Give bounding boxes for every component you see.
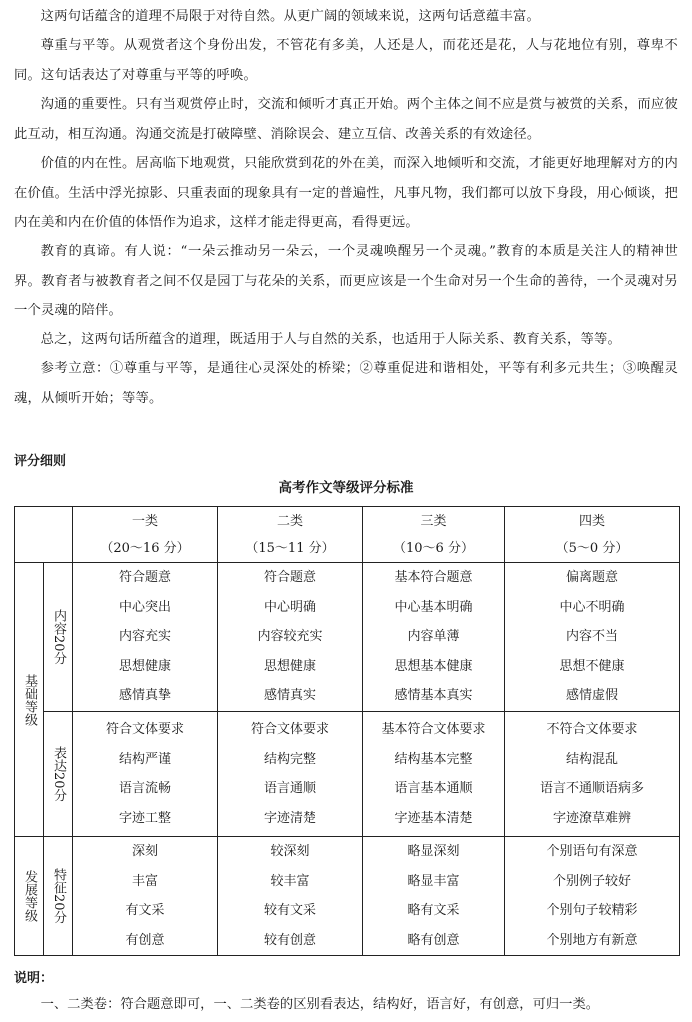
criterion-text: 感情虚假 — [565, 688, 618, 704]
criterion-text: 字迹基本清楚 — [394, 810, 473, 826]
note-heading: 说明： — [14, 971, 54, 986]
row-label-text: 特征20分 — [51, 868, 66, 924]
paragraph-education: 教育的真谛。有人说：“一朵云推动另一朵云，一个灵魂唤醒另一个灵魂。”教育的本质是关注人的精神世界。教育者与被教育者之间不仅是园丁与花朵的关系，而更应该是一个生命对另一个生命的善待，一个灵魂对另一个灵魂的陪伴。 — [14, 244, 678, 318]
criterion-text: 略显深刻 — [407, 844, 460, 859]
criterion-text: 基本符合文体要求 — [381, 722, 486, 737]
criterion-text: 符合文体要求 — [105, 722, 184, 737]
header-grade-2 — [218, 507, 363, 563]
criterion-text: 较深刻 — [270, 844, 310, 859]
criterion-text: 略有创意 — [407, 932, 460, 948]
criterion-text: 略有文采 — [407, 903, 460, 918]
paragraph-intro: 这两句话蕴含的道理不局限于对待自然。从更广阔的领域来说，这两句话意蕴丰富。 — [40, 9, 540, 24]
criterion-text: 个别句子较精彩 — [546, 903, 638, 918]
criterion-text: 有创意 — [125, 932, 165, 948]
criterion-text: 结构基本完整 — [394, 751, 473, 767]
criterion-text: 感情基本真实 — [394, 688, 473, 704]
group-label-text: 发展等级 — [22, 870, 37, 922]
cell-features-grade-3 — [363, 837, 505, 956]
table-row-features — [15, 837, 680, 956]
criterion-text: 思想基本健康 — [394, 658, 473, 674]
criterion-text: 思想健康 — [118, 658, 171, 674]
header-grade-label: 三类 — [420, 513, 447, 529]
criterion-text: 字迹工整 — [118, 810, 171, 826]
paragraph-summary: 总之，这两句话所蕴含的道理，既适用于人与自然的关系，也适用于人际关系、教育关系，等等。 — [40, 332, 621, 347]
criterion-text: 字迹潦草难辨 — [552, 810, 631, 826]
criterion-text: 思想不健康 — [559, 658, 625, 674]
criterion-text: 思想健康 — [263, 658, 316, 674]
group-label-text: 基础等级 — [22, 673, 37, 726]
cell-features-grade-1 — [73, 837, 218, 956]
criterion-text: 内容较充实 — [257, 629, 323, 645]
criterion-text: 有文采 — [125, 903, 165, 918]
paragraph-respect-equality: 尊重与平等。从观赏者这个身份出发，不管花有多美，人还是人，而花还是花，人与花地位有别，尊卑不同。这句话表达了对尊重与平等的呼唤。 — [14, 38, 678, 83]
criterion-text: 字迹清楚 — [263, 810, 316, 826]
header-grade-4 — [505, 507, 680, 563]
header-grade-label: 四类 — [578, 513, 605, 529]
criterion-text: 中心突出 — [118, 599, 171, 615]
criterion-text: 感情真挚 — [118, 688, 171, 704]
criterion-text: 感情真实 — [263, 688, 316, 704]
criterion-text: 语言不通顺语病多 — [539, 781, 644, 796]
cell-content-grade-4 — [505, 563, 680, 712]
criterion-text: 中心明确 — [263, 599, 316, 615]
criterion-text: 中心不明确 — [559, 599, 625, 615]
criterion-text: 较有文采 — [263, 903, 316, 918]
paragraph-inner-value: 价值的内在性。居高临下地观赏，只能欣赏到花的外在美，而深入地倾听和交流，才能更好地理解对方的内在价值。生活中浮光掠影、只重表面的现象具有一定的普遍性，凡事凡物，我们都可以放下身段，用心倾谈，把内在美和内在价值的体悟作为追求，这样才能走得更高，看得更远。 — [14, 156, 678, 230]
row-label-expression — [44, 712, 73, 837]
header-grade-3 — [363, 507, 505, 563]
cell-expression-grade-2 — [218, 712, 363, 837]
criterion-text: 丰富 — [131, 873, 158, 889]
group-label-basic-level — [15, 563, 44, 837]
criterion-text: 个别语句有深意 — [546, 844, 638, 859]
criterion-text: 语言通顺 — [263, 781, 316, 796]
criterion-text: 较有创意 — [263, 932, 316, 948]
header-grade-label: 二类 — [276, 513, 303, 529]
criterion-text: 内容单薄 — [407, 629, 460, 645]
criterion-text: 结构混乱 — [565, 751, 618, 767]
cell-features-grade-2 — [218, 837, 363, 956]
cell-expression-grade-1 — [73, 712, 218, 837]
table-row-expression — [15, 712, 680, 837]
criterion-text: 结构严谨 — [118, 751, 171, 767]
paragraph-communication: 沟通的重要性。只有当观赏停止时，交流和倾听才真正开始。两个主体之间不应是赏与被赏的关系，而应彼此互动，相互沟通。沟通交流是打破障壁、消除误会、建立互信、改善关系的有效途径。 — [14, 97, 678, 142]
criterion-text: 符合题意 — [263, 570, 316, 586]
cell-features-grade-4 — [505, 837, 680, 956]
table-header-row — [15, 507, 680, 563]
cell-content-grade-1 — [73, 563, 218, 712]
criterion-text: 语言基本通顺 — [394, 781, 473, 796]
row-label-text: 内容20分 — [51, 609, 66, 665]
criterion-text: 中心基本明确 — [394, 599, 473, 615]
criterion-text: 偏离题意 — [565, 570, 618, 586]
section-heading-scoring-rules: 评分细则 — [14, 454, 67, 469]
cell-content-grade-2 — [218, 563, 363, 712]
header-grade-1 — [73, 507, 218, 563]
cell-content-grade-3 — [363, 563, 505, 712]
criterion-text: 基本符合题意 — [394, 570, 473, 586]
criterion-text: 个别例子较好 — [552, 873, 631, 889]
header-score-range: （5～0 分） — [555, 540, 629, 556]
table-corner-cell — [15, 507, 73, 563]
cell-expression-grade-4 — [505, 712, 680, 837]
criterion-text: 语言流畅 — [118, 781, 171, 796]
criterion-text: 内容不当 — [565, 629, 618, 645]
note-text: 一、二类卷：符合题意即可，一、二类卷的区别看表达，结构好，语言好，有创意，可归一类。 — [40, 997, 600, 1012]
criterion-text: 深刻 — [131, 844, 158, 859]
table-title: 高考作文等级评分标准 — [278, 480, 414, 496]
criterion-text: 不符合文体要求 — [546, 722, 638, 737]
criterion-text: 符合题意 — [118, 570, 171, 586]
paragraph-reference-themes: 参考立意：①尊重与平等，是通往心灵深处的桥梁；②尊重促进和谐相处，平等有利多元共生；③唤醒灵魂，从倾听开始；等等。 — [14, 361, 678, 406]
header-grade-label: 一类 — [131, 513, 158, 529]
row-label-features — [44, 837, 73, 956]
row-label-content — [44, 563, 73, 712]
row-label-text: 表达20分 — [51, 746, 66, 802]
table-row-content — [15, 563, 680, 712]
group-label-development-level — [15, 837, 44, 956]
criterion-text: 较丰富 — [270, 873, 310, 889]
criterion-text: 符合文体要求 — [250, 722, 329, 737]
criterion-text: 略显丰富 — [407, 873, 460, 889]
grading-table — [14, 506, 680, 956]
cell-expression-grade-3 — [363, 712, 505, 837]
criterion-text: 结构完整 — [263, 751, 316, 767]
header-score-range: （15～11 分） — [245, 540, 335, 556]
header-score-range: （10～6 分） — [393, 540, 474, 556]
criterion-text: 内容充实 — [118, 629, 171, 645]
header-score-range: （20～16 分） — [100, 540, 190, 556]
criterion-text: 个别地方有新意 — [546, 932, 638, 948]
